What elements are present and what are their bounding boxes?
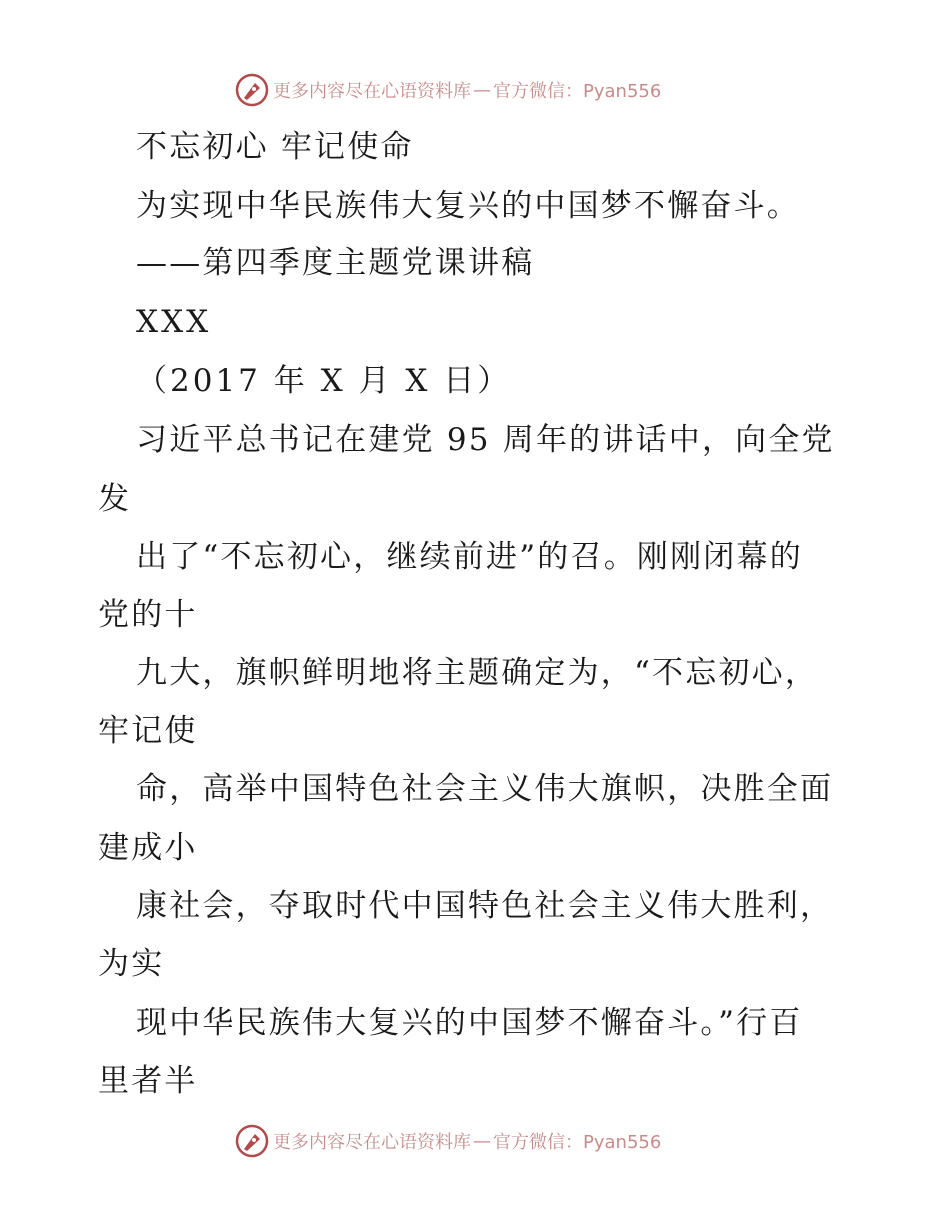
document-title: 不忘初心 牢记使命	[136, 129, 414, 165]
author-name: XXX	[136, 304, 212, 340]
document-date: （2017 年 X 月 X 日）	[136, 363, 512, 399]
body-line: 里者半	[98, 1063, 198, 1099]
pen-nib-logo-icon	[235, 1124, 269, 1158]
body-line: 建成小	[98, 830, 198, 866]
watermark-text: 更多内容尽在心语资料库	[273, 1132, 471, 1153]
body-line: 九大，旗帜鲜明地将主题确定为，“不忘初心，	[136, 655, 819, 691]
body-line: 现中华民族伟大复兴的中国梦不懈奋斗。”行百	[136, 1005, 803, 1041]
body-line: 命，高举中国特色社会主义伟大旗帜，决胜全面	[136, 771, 834, 807]
watermark-separator: —	[473, 79, 491, 101]
watermark-suffix: 官方微信：Pyan556	[493, 1132, 662, 1153]
watermark-text: 更多内容尽在心语资料库	[273, 81, 471, 102]
body-line: 为实	[98, 946, 165, 982]
footer-watermark	[235, 1124, 661, 1158]
body-line: 党的十	[98, 597, 198, 633]
body-line: 康社会，夺取时代中国特色社会主义伟大胜利，	[136, 888, 834, 924]
document-subtitle: 为实现中华民族伟大复兴的中国梦不懈奋斗。	[136, 188, 800, 224]
body-line: 出了“不忘初心，继续前进”的召。刚刚闭幕的	[136, 539, 803, 575]
course-label: ——第四季度主题党课讲稿	[136, 245, 535, 281]
body-line: 发	[98, 481, 132, 517]
header-watermark	[235, 73, 661, 107]
pen-nib-logo-icon	[235, 73, 269, 107]
body-line: 习近平总书记在建党 95 周年的讲话中，向全党	[136, 422, 835, 458]
watermark-suffix: 官方微信：Pyan556	[493, 81, 662, 102]
watermark-separator: —	[473, 1130, 491, 1152]
body-line: 牢记使	[98, 713, 198, 749]
